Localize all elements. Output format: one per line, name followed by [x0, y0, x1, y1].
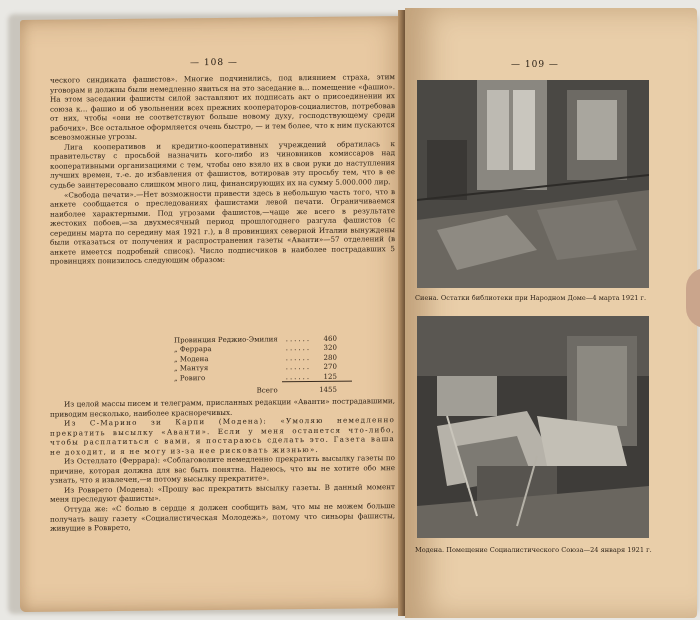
- total-label: Всего: [256, 386, 278, 395]
- table-cell: 320: [323, 344, 337, 353]
- table-row: Провинция Реджио-Эмилия ...... 460: [170, 335, 341, 346]
- left-page: [20, 16, 412, 612]
- paragraph: Из целой массы писем и телеграмм, присланных редакции «Аванти» пострадавшими, приводим несколько, наиболее красноречивых.: [50, 396, 395, 419]
- photo-union-premises: [417, 316, 649, 538]
- total-value: 1455: [319, 385, 337, 394]
- table-cell: 280: [323, 353, 337, 362]
- paragraph: Оттуда же: «С болью в сердце я должен сообщить вам, что мы не можем больше получать вашу газету «Социалистическая Молодежь», потому что синьоры фашисты, живущие в Ровврето,: [50, 501, 395, 533]
- table-cell: Провинция Реджио-Эмилия: [174, 335, 278, 345]
- table-row: „ Модена ...... 280: [170, 354, 341, 365]
- paragraph: ческого синдиката фашистов». Многие подчинились, под влиянием страха, этим уговорам и должны были немедленно явиться на это заседание в... помещение «фашио». На этом заседании фашисты силой заставляют их подписать акт о присоединении их союза к... фашио и об увольнении всех прежних кооператоров-социалистов, потребовав от них, чтобы «они не соответствуют больше новому духу, господствующему среди рабочих». Все остальное оформляется очень быстро, — и тем более, что к ним пускаются всевозможные угрозы.: [50, 72, 395, 143]
- table-cell: „ Модена: [174, 354, 209, 364]
- right-page: [405, 8, 697, 618]
- library-ruins-photo: [417, 80, 649, 288]
- paragraph: «Свобода печати».—Нет возможности привести здесь в небольшую часть того, что в анкете сообщается о преследованиях фашистами левой печати. Ограничиваемся наиболее характерными. Под угрозами фашистов,—чаще же всего в результате жестоких побоев,—за двухмесячный период прошлогоднего разгула фашистов (с середины марта по середину мая 1921 г.), в 8 провинциях северной Италии вынуждены были отказаться от получения и распространения газеты «Аванти»—57 отделений (в анкете имеется подробный список). Число подписчиков в наиболее пострадавших 5 провинциях понизилось следующим образом:: [50, 186, 395, 267]
- subscribers-table: [170, 335, 341, 397]
- paragraph: Из Ровврето (Модена): «Прошу вас прекратить высылку газеты. В данный момент меня преследуют фашисты».: [50, 482, 395, 505]
- table-row: „ Ровиго ...... 125: [170, 372, 341, 383]
- table-cell: 125: [323, 372, 337, 381]
- table-cell: 460: [323, 334, 337, 343]
- left-text-block-1: [50, 72, 395, 267]
- photo-caption-2: Модена. Помещение Социалистического Союза—24 января 1921 г.: [415, 546, 652, 554]
- table-cell: 270: [323, 362, 337, 372]
- table-cell: „ Мантуя: [174, 364, 209, 373]
- union-premises-photo: [417, 316, 649, 538]
- right-page-number: — 109 —: [511, 60, 559, 70]
- table-row: „ Феррара ...... 320: [170, 344, 341, 355]
- paragraph: Из С-Марино зи Карпи (Модена): «Умоляю немедленно прекратить высылку «Аванти». Если у меня останется что-либо, чтобы расплатиться с вами, я постараюсь сделать это. Газета ваша не доходит, и я не могу из-за нее рисковать жизнью».: [50, 415, 395, 457]
- paragraph: Лига кооперативов и кредитно-кооперативных учреждений обратилась к правительству с просьбой назначить кого-либо из чиновников комиссаров над кооперативными организациями с тем, чтобы оно взяло их в свои руки до наступления лучших времен, т.-е. до избавления от фашистов, вотировав эту просьбу тем, что в ее судьбе заинтересовано слишком много лиц, финансирующих их на сумму 5.000.000 лир.: [50, 138, 395, 190]
- table-row: „ Мантуя ...... 270: [170, 363, 341, 374]
- paragraph: Из Остеллато (Феррара): «Соблаговолите немедленно прекратить высылку газеты по причине, которая должна для вас быть понятна. Надеюсь, что вы не хотите обо мне узнать, что я извлечен,—и потому высылку прекратите».: [50, 453, 395, 486]
- photo-caption-1: Сиена. Остатки библиотеки при Народном Доме—4 марта 1921 г.: [415, 294, 647, 302]
- table-cell: „ Ровиго: [174, 373, 206, 383]
- photo-library-ruins: [417, 80, 649, 288]
- left-text-block-2: [50, 396, 395, 533]
- left-page-number: — 108 —: [190, 57, 238, 69]
- table-total-row: [170, 382, 341, 397]
- table-cell: „ Феррара: [174, 345, 212, 354]
